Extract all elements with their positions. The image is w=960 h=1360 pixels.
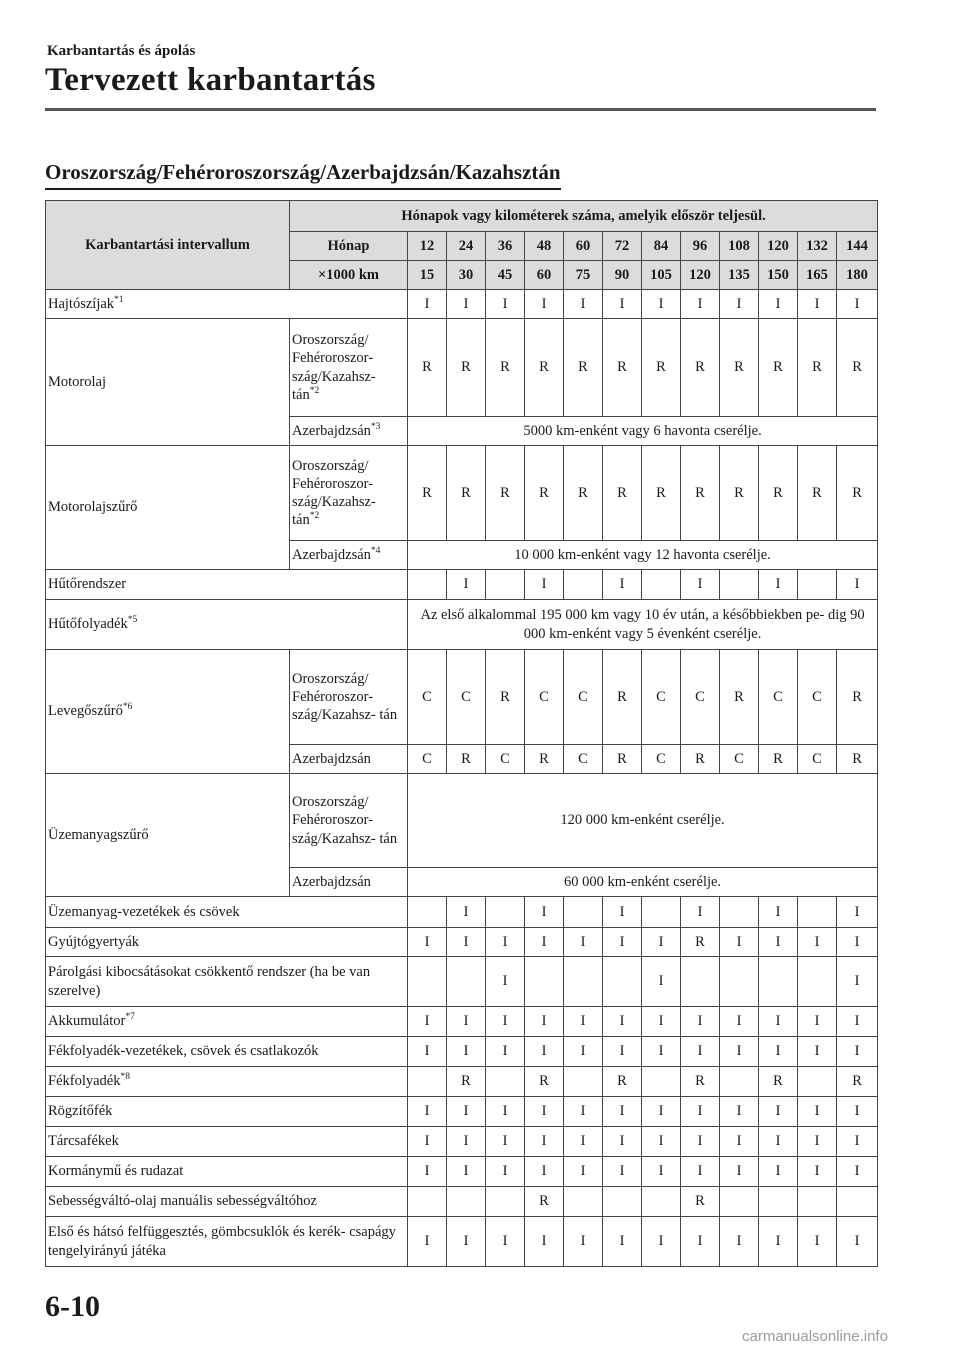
km-cell: 90 [603, 261, 642, 290]
row-label: Akkumulátor$^{*7}$ [46, 1007, 408, 1037]
schedule-cell: I [486, 928, 525, 957]
schedule-cell: I [603, 1127, 642, 1157]
schedule-cell [408, 1067, 447, 1097]
month-cell: 132 [798, 232, 837, 261]
schedule-cell: R [798, 446, 837, 541]
schedule-cell: I [447, 570, 486, 600]
region-cell: Oroszország/ Fehéroroszor- szág/Kazahsz- tán$^{*2}$ [290, 446, 408, 541]
schedule-cell: I [486, 290, 525, 319]
schedule-cell: I [525, 290, 564, 319]
schedule-cell: I [837, 897, 878, 928]
schedule-cell: I [798, 1097, 837, 1127]
schedule-cell: I [447, 1157, 486, 1187]
schedule-cell: I [564, 1217, 603, 1267]
schedule-cell: I [447, 1007, 486, 1037]
row-label: Levegőszűrő$^{*6}$ [46, 650, 290, 774]
schedule-cell: C [759, 650, 798, 745]
schedule-cell: I [525, 1037, 564, 1067]
schedule-cell: I [447, 897, 486, 928]
schedule-cell: I [603, 570, 642, 600]
month-cell: 144 [837, 232, 878, 261]
km-cell: 180 [837, 261, 878, 290]
schedule-cell: I [837, 1007, 878, 1037]
km-cell: 75 [564, 261, 603, 290]
month-cell: 96 [681, 232, 720, 261]
row-label: Első és hátsó felfüggesztés, gömbcsuklók és kerék- csapágy tengelyirányú játéka [46, 1217, 408, 1267]
schedule-cell: I [486, 1217, 525, 1267]
table-row [46, 1097, 878, 1127]
table-row [46, 928, 878, 957]
schedule-cell: I [681, 1217, 720, 1267]
schedule-cell [564, 1067, 603, 1097]
schedule-cell [564, 957, 603, 1007]
schedule-cell: R [447, 446, 486, 541]
schedule-cell: R [720, 650, 759, 745]
region-cell: Azerbajdzsán$^{*4}$ [290, 541, 408, 570]
note-cell: Az első alkalommal 195 000 km vagy 10 év után, a későbbiekben pe- dig 90 000 km-enként vagy 5 évenként cserélje. [408, 600, 878, 650]
schedule-cell [798, 1067, 837, 1097]
schedule-cell: I [447, 1127, 486, 1157]
schedule-cell [681, 957, 720, 1007]
region-label: Oroszország/ Fehéroroszor- szág/Kazahsz- tán [292, 457, 376, 529]
schedule-cell: R [603, 650, 642, 745]
schedule-cell: I [681, 1157, 720, 1187]
schedule-cell [603, 957, 642, 1007]
table-row [46, 774, 878, 868]
schedule-cell: I [408, 1007, 447, 1037]
row-label: Motorolajszűrő [46, 446, 290, 570]
month-cell: 12 [408, 232, 447, 261]
table-row [46, 1007, 878, 1037]
schedule-cell: I [447, 1097, 486, 1127]
schedule-cell: I [486, 957, 525, 1007]
schedule-cell: I [525, 1157, 564, 1187]
schedule-cell: I [642, 290, 681, 319]
schedule-cell: I [447, 290, 486, 319]
schedule-cell: C [564, 745, 603, 774]
schedule-cell: R [525, 1067, 564, 1097]
schedule-cell: I [525, 1217, 564, 1267]
watermark: carmanualsonline.info [742, 1328, 888, 1345]
region-cell: Azerbajdzsán [290, 745, 408, 774]
schedule-cell: I [408, 1097, 447, 1127]
row-label: Hűtőfolyadék$^{*5}$ [46, 600, 408, 650]
schedule-cell: R [837, 446, 878, 541]
schedule-cell [720, 570, 759, 600]
schedule-cell: I [525, 570, 564, 600]
schedule-cell: I [642, 928, 681, 957]
region-label: Oroszország/ Fehéroroszor- szág/Kazahsz- tán [292, 332, 376, 403]
table-row [46, 1217, 878, 1267]
schedule-cell: I [720, 928, 759, 957]
schedule-cell: R [603, 745, 642, 774]
region-cell: Azerbajdzsán [290, 868, 408, 897]
table-row [46, 446, 878, 541]
table-row [46, 1127, 878, 1157]
schedule-cell: C [486, 745, 525, 774]
schedule-cell: I [408, 1217, 447, 1267]
schedule-cell: I [447, 928, 486, 957]
schedule-cell: I [408, 1157, 447, 1187]
schedule-cell: I [564, 1037, 603, 1067]
schedule-cell: I [603, 1037, 642, 1067]
schedule-cell: R [681, 1187, 720, 1217]
schedule-cell: I [564, 928, 603, 957]
schedule-cell: I [759, 897, 798, 928]
region-cell [290, 774, 408, 868]
row-label: Üzemanyagszűrő [46, 774, 290, 897]
title-divider [45, 108, 876, 111]
schedule-cell: R [603, 446, 642, 541]
schedule-cell: I [642, 1037, 681, 1067]
row-label: Üzemanyag-vezetékek és csövek [46, 897, 408, 928]
schedule-cell: R [681, 446, 720, 541]
row-label: Gyújtógyertyák [46, 928, 408, 957]
schedule-cell: I [564, 1097, 603, 1127]
schedule-cell: I [837, 290, 878, 319]
schedule-cell [525, 957, 564, 1007]
schedule-cell [486, 897, 525, 928]
schedule-cell: R [798, 319, 837, 417]
region-cell: Oroszország/ Fehéroroszor- szág/Kazahsz- tán$^{*2}$ [290, 319, 408, 417]
schedule-cell [447, 1187, 486, 1217]
schedule-cell: C [408, 745, 447, 774]
schedule-cell: I [759, 570, 798, 600]
schedule-cell: I [486, 1097, 525, 1127]
schedule-cell: I [603, 1217, 642, 1267]
schedule-cell: I [837, 1157, 878, 1187]
schedule-cell [408, 570, 447, 600]
table-row [46, 319, 878, 417]
schedule-cell [447, 957, 486, 1007]
table-row [46, 1067, 878, 1097]
schedule-cell: C [720, 745, 759, 774]
table-row [46, 650, 878, 745]
schedule-cell: C [798, 650, 837, 745]
schedule-cell: R [603, 319, 642, 417]
schedule-cell [486, 1067, 525, 1097]
km-label: ×1000 km [290, 261, 408, 290]
schedule-cell: I [837, 1097, 878, 1127]
row-label: Tárcsafékek [46, 1127, 408, 1157]
schedule-cell [564, 897, 603, 928]
schedule-cell: R [642, 446, 681, 541]
schedule-cell: R [837, 319, 878, 417]
km-cell: 120 [681, 261, 720, 290]
schedule-cell: I [720, 1007, 759, 1037]
region-label: Oroszország/ Fehéroroszor- szág/Kazahsz- tán [292, 794, 398, 847]
schedule-cell: R [447, 745, 486, 774]
schedule-cell: I [447, 1217, 486, 1267]
schedule-cell: I [642, 1007, 681, 1037]
table-row [46, 897, 878, 928]
schedule-cell: I [564, 1007, 603, 1037]
schedule-cell: I [798, 1007, 837, 1037]
schedule-cell: I [525, 1127, 564, 1157]
schedule-cell: R [447, 1067, 486, 1097]
schedule-cell: C [408, 650, 447, 745]
schedule-cell: R [759, 319, 798, 417]
schedule-cell [720, 897, 759, 928]
month-cell: 48 [525, 232, 564, 261]
schedule-cell: I [837, 570, 878, 600]
schedule-cell: R [447, 319, 486, 417]
schedule-cell: I [681, 1007, 720, 1037]
km-cell: 60 [525, 261, 564, 290]
schedule-cell: I [603, 1007, 642, 1037]
schedule-cell: R [408, 446, 447, 541]
schedule-cell [720, 1067, 759, 1097]
schedule-cell: I [759, 290, 798, 319]
schedule-cell: I [603, 290, 642, 319]
month-cell: 36 [486, 232, 525, 261]
schedule-cell [798, 570, 837, 600]
page-title: Tervezett karbantartás [45, 62, 376, 98]
row-label: Párolgási kibocsátásokat csökkentő rendszer (ha be van szerelve) [46, 957, 408, 1007]
schedule-cell: I [408, 928, 447, 957]
schedule-cell: R [486, 319, 525, 417]
interval-header-cell: Karbantartási intervallum [46, 201, 290, 290]
schedule-cell [642, 897, 681, 928]
schedule-cell: I [642, 1127, 681, 1157]
schedule-cell: R [681, 319, 720, 417]
schedule-cell: I [798, 290, 837, 319]
schedule-cell: I [798, 928, 837, 957]
schedule-cell: I [759, 1127, 798, 1157]
schedule-cell: I [564, 290, 603, 319]
schedule-cell: R [681, 745, 720, 774]
schedule-cell: I [564, 1127, 603, 1157]
row-label: Fékfolyadék$^{*8}$ [46, 1067, 408, 1097]
schedule-cell: R [603, 1067, 642, 1097]
schedule-cell [642, 570, 681, 600]
schedule-cell [798, 897, 837, 928]
schedule-cell: I [603, 1097, 642, 1127]
table-row [46, 1187, 878, 1217]
schedule-cell: I [681, 1127, 720, 1157]
schedule-cell: I [681, 1097, 720, 1127]
row-label: Kormánymű és rudazat [46, 1157, 408, 1187]
schedule-cell: R [525, 1187, 564, 1217]
schedule-cell: I [837, 1037, 878, 1067]
region-heading: Oroszország/Fehéroroszország/Azerbajdzsán/Kazahsztán [45, 160, 561, 190]
schedule-cell [564, 570, 603, 600]
schedule-cell [798, 1187, 837, 1217]
note-cell: 5000 km-enként vagy 6 havonta cserélje. [408, 417, 878, 446]
schedule-cell: I [408, 1127, 447, 1157]
schedule-cell: I [759, 1037, 798, 1067]
table-row [46, 290, 878, 319]
month-cell: 72 [603, 232, 642, 261]
schedule-cell: C [447, 650, 486, 745]
table-row [46, 1157, 878, 1187]
schedule-cell: I [759, 1007, 798, 1037]
schedule-cell: I [642, 1157, 681, 1187]
schedule-cell: R [837, 650, 878, 745]
table-row [46, 570, 878, 600]
schedule-cell: R [759, 446, 798, 541]
schedule-cell: I [798, 1127, 837, 1157]
schedule-cell: I [408, 290, 447, 319]
schedule-cell: I [408, 1037, 447, 1067]
schedule-cell: I [720, 1037, 759, 1067]
note-cell: 60 000 km-enként cserélje. [408, 868, 878, 897]
month-cell: 108 [720, 232, 759, 261]
schedule-cell: R [642, 319, 681, 417]
schedule-cell: I [837, 1217, 878, 1267]
km-cell: 105 [642, 261, 681, 290]
schedule-cell: I [798, 1217, 837, 1267]
schedule-cell: R [525, 446, 564, 541]
schedule-cell: I [681, 1037, 720, 1067]
schedule-cell: I [720, 290, 759, 319]
month-cell: 120 [759, 232, 798, 261]
schedule-cell [408, 897, 447, 928]
schedule-cell: I [759, 928, 798, 957]
schedule-cell: C [798, 745, 837, 774]
row-label: Rögzítőfék [46, 1097, 408, 1127]
schedule-cell: R [408, 319, 447, 417]
km-cell: 165 [798, 261, 837, 290]
schedule-cell: I [798, 1037, 837, 1067]
schedule-cell: I [720, 1217, 759, 1267]
schedule-cell: I [486, 1127, 525, 1157]
schedule-cell: R [486, 446, 525, 541]
schedule-cell: I [837, 957, 878, 1007]
schedule-cell: I [486, 1157, 525, 1187]
km-cell: 15 [408, 261, 447, 290]
schedule-cell: I [486, 1007, 525, 1037]
schedule-cell: I [681, 570, 720, 600]
schedule-cell: I [642, 1217, 681, 1267]
region-label: Oroszország/ Fehéroroszor- szág/Kazahsz- tán [292, 670, 398, 724]
schedule-cell: I [525, 928, 564, 957]
schedule-cell [759, 1187, 798, 1217]
months-label: Hónap [290, 232, 408, 261]
schedule-cell [486, 1187, 525, 1217]
note-cell: 120 000 km-enként cserélje. [408, 774, 878, 868]
schedule-cell: R [720, 446, 759, 541]
span-header-cell: Hónapok vagy kilométerek száma, amelyik először teljesül. [290, 201, 878, 232]
schedule-cell [720, 1187, 759, 1217]
schedule-cell: C [564, 650, 603, 745]
schedule-cell: I [759, 1157, 798, 1187]
maintenance-schedule-table [45, 200, 878, 1267]
row-label: Motorolaj [46, 319, 290, 446]
schedule-cell [759, 957, 798, 1007]
schedule-cell: I [642, 957, 681, 1007]
section-label: Karbantartás és ápolás [47, 43, 196, 59]
table-row [46, 600, 878, 650]
schedule-cell: C [681, 650, 720, 745]
table-row [46, 957, 878, 1007]
region-cell [290, 650, 408, 745]
schedule-cell [408, 1187, 447, 1217]
schedule-cell: R [759, 1067, 798, 1097]
schedule-cell: R [681, 1067, 720, 1097]
note-cell: 10 000 km-enként vagy 12 havonta cserélje. [408, 541, 878, 570]
page-number: 6-10 [45, 1290, 100, 1323]
schedule-cell: I [603, 928, 642, 957]
km-cell: 45 [486, 261, 525, 290]
schedule-cell: R [720, 319, 759, 417]
schedule-cell [798, 957, 837, 1007]
schedule-cell: R [525, 319, 564, 417]
schedule-cell: R [837, 1067, 878, 1097]
schedule-cell: R [564, 446, 603, 541]
month-cell: 84 [642, 232, 681, 261]
schedule-cell: I [798, 1157, 837, 1187]
schedule-cell: I [525, 1007, 564, 1037]
km-cell: 135 [720, 261, 759, 290]
schedule-cell: I [642, 1097, 681, 1127]
month-cell: 24 [447, 232, 486, 261]
schedule-cell [642, 1187, 681, 1217]
schedule-cell: I [525, 897, 564, 928]
km-cell: 30 [447, 261, 486, 290]
schedule-cell: I [837, 928, 878, 957]
schedule-cell: I [603, 1157, 642, 1187]
schedule-cell: I [720, 1127, 759, 1157]
month-cell: 60 [564, 232, 603, 261]
km-cell: 150 [759, 261, 798, 290]
schedule-cell: R [486, 650, 525, 745]
schedule-cell: R [837, 745, 878, 774]
schedule-cell [720, 957, 759, 1007]
row-label: Fékfolyadék-vezetékek, csövek és csatlakozók [46, 1037, 408, 1067]
schedule-cell: R [681, 928, 720, 957]
row-label: Hajtószíjak$^{*1}$ [46, 290, 408, 319]
schedule-cell: I [681, 897, 720, 928]
schedule-cell [564, 1187, 603, 1217]
schedule-cell [486, 570, 525, 600]
schedule-cell: I [447, 1037, 486, 1067]
table-row [46, 1037, 878, 1067]
schedule-cell: I [681, 290, 720, 319]
schedule-cell: I [603, 897, 642, 928]
schedule-cell: R [525, 745, 564, 774]
schedule-cell: I [525, 1097, 564, 1127]
schedule-cell: I [837, 1127, 878, 1157]
schedule-cell: I [759, 1097, 798, 1127]
schedule-cell [837, 1187, 878, 1217]
schedule-cell: C [525, 650, 564, 745]
schedule-cell: I [720, 1157, 759, 1187]
schedule-cell: I [564, 1157, 603, 1187]
schedule-cell: I [759, 1217, 798, 1267]
schedule-cell: C [642, 650, 681, 745]
schedule-cell: R [564, 319, 603, 417]
row-label: Sebességváltó-olaj manuális sebességváltóhoz [46, 1187, 408, 1217]
row-label: Hűtőrendszer [46, 570, 408, 600]
schedule-cell: R [759, 745, 798, 774]
schedule-cell [603, 1187, 642, 1217]
schedule-cell [642, 1067, 681, 1097]
schedule-cell: C [642, 745, 681, 774]
region-cell: Azerbajdzsán$^{*3}$ [290, 417, 408, 446]
schedule-cell: I [486, 1037, 525, 1067]
header-row-span [46, 201, 878, 232]
schedule-cell [408, 957, 447, 1007]
schedule-cell: I [720, 1097, 759, 1127]
